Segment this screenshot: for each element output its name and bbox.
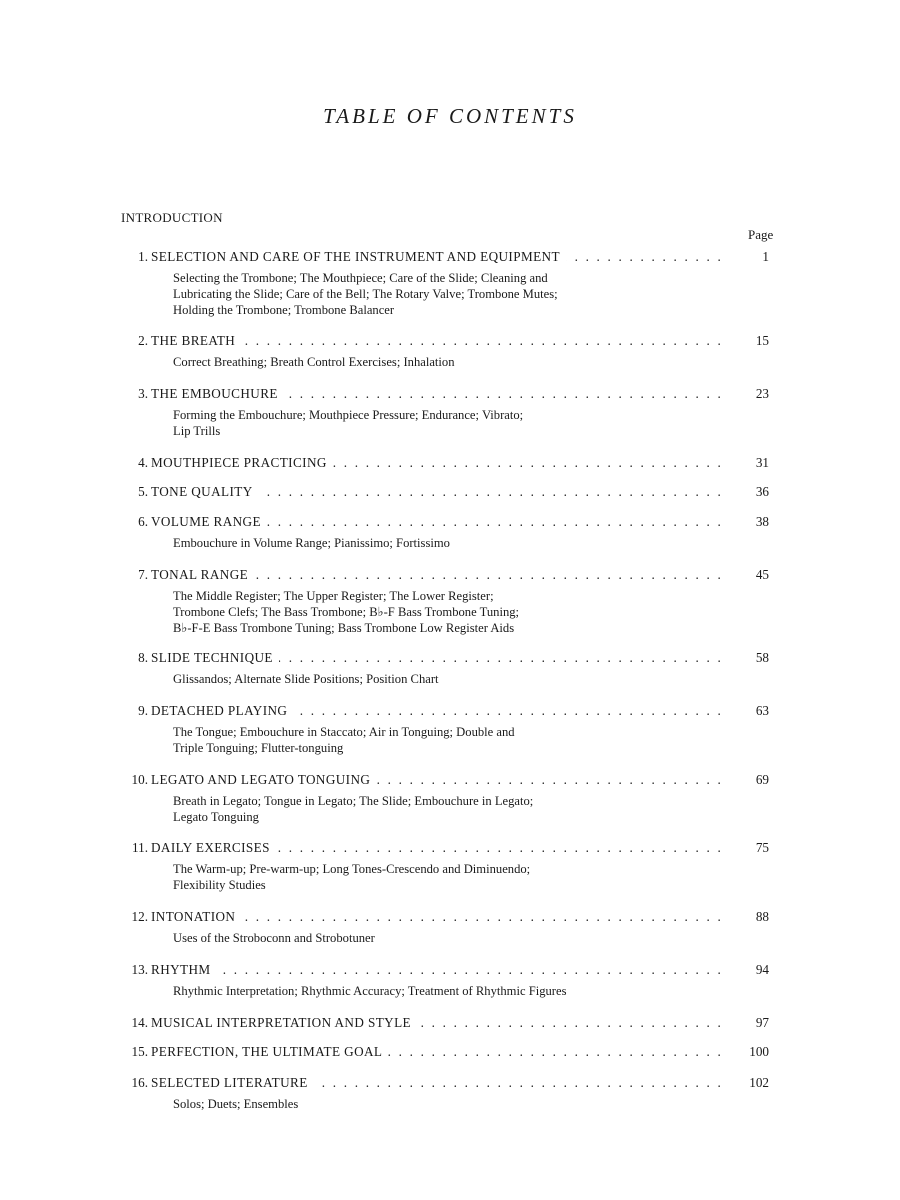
toc-entry-7[interactable]: [121, 566, 769, 636]
page-number: 31: [755, 455, 769, 470]
page-number: 23: [755, 386, 769, 401]
introduction-heading: INTRODUCTION: [121, 210, 223, 225]
page-number: 63: [755, 703, 769, 718]
chapter-number: 4.: [138, 455, 148, 470]
chapter-title: MOUTHPIECE PRACTICING: [151, 455, 333, 470]
chapter-title: SLIDE TECHNIQUE: [151, 650, 279, 665]
chapter-number: 13.: [131, 962, 148, 977]
page-number: 102: [749, 1075, 769, 1090]
toc-entry-11[interactable]: [121, 839, 769, 894]
toc-entry-12[interactable]: [121, 908, 769, 947]
chapter-number: 7.: [138, 567, 148, 582]
chapter-title: DETACHED PLAYING: [151, 703, 293, 718]
toc-entry-8[interactable]: [121, 649, 769, 688]
chapter-number: 3.: [138, 386, 148, 401]
chapter-topics: Breath in Legato; Tongue in Legato; The Slide; Embouchure in Legato; Legato Tonguing: [173, 794, 534, 824]
chapter-title: MUSICAL INTERPRETATION AND STYLE: [151, 1015, 417, 1030]
page-number: 38: [755, 514, 769, 529]
toc-entry-5[interactable]: [121, 483, 769, 501]
chapter-topics: The Tongue; Embouchure in Staccato; Air in Tonguing; Double and Triple Tonguing; Flutter-tonguing: [173, 725, 515, 755]
chapter-topics: Solos; Duets; Ensembles: [173, 1097, 299, 1111]
chapter-topics: Correct Breathing; Breath Control Exercises; Inhalation: [173, 355, 455, 369]
page-number: 94: [755, 962, 769, 977]
toc-entry-3[interactable]: [121, 385, 769, 440]
chapter-topics: Forming the Embouchure; Mouthpiece Pressure; Endurance; Vibrato; Lip Trills: [173, 408, 524, 438]
chapter-number: 5.: [138, 484, 148, 499]
chapter-number: 8.: [138, 650, 148, 665]
chapter-title: SELECTION AND CARE OF THE INSTRUMENT AND EQUIPMENT: [151, 249, 566, 264]
chapter-title: INTONATION: [151, 909, 241, 924]
page-number: 1: [762, 249, 769, 264]
page-column-label: Page: [748, 227, 774, 242]
page-number: 45: [755, 567, 769, 582]
chapter-number: 14.: [131, 1015, 148, 1030]
chapter-number: 10.: [131, 772, 148, 787]
chapter-title: TONE QUALITY: [151, 484, 259, 499]
chapter-topics: Uses of the Stroboconn and Strobotuner: [173, 931, 375, 945]
page-number: 36: [755, 484, 769, 499]
page-number: 69: [755, 772, 769, 787]
chapter-number: 1.: [138, 249, 148, 264]
chapter-topics: Embouchure in Volume Range; Pianissimo; Fortissimo: [173, 536, 450, 550]
page-number: 15: [755, 333, 769, 348]
chapter-number: 15.: [131, 1044, 148, 1059]
page-number: 58: [755, 650, 769, 665]
toc-entry-6[interactable]: [121, 513, 769, 552]
chapter-number: 12.: [131, 909, 148, 924]
toc-entry-13[interactable]: [121, 961, 769, 1000]
toc-entry-2[interactable]: [121, 332, 769, 371]
chapter-title: DAILY EXERCISES: [151, 840, 276, 855]
toc-entry-1[interactable]: [121, 248, 769, 318]
toc-entry-16[interactable]: [121, 1074, 769, 1113]
chapter-number: 11.: [132, 840, 148, 855]
page-number: 75: [755, 840, 769, 855]
chapter-title: VOLUME RANGE: [151, 514, 267, 529]
chapter-topics: The Middle Register; The Upper Register; The Lower Register; Trombone Clefs; The Bass Trombone; B♭-F Bass Trombone Tuning; B♭-F-E Bass Trombone Tuning; Bass Trombone Low Register Aids: [173, 589, 520, 635]
chapter-topics: Glissandos; Alternate Slide Positions; Position Chart: [173, 672, 439, 686]
chapter-title: TONAL RANGE: [151, 567, 254, 582]
chapter-title: LEGATO AND LEGATO TONGUING: [151, 772, 376, 787]
chapter-topics: Rhythmic Interpretation; Rhythmic Accuracy; Treatment of Rhythmic Figures: [173, 984, 567, 998]
chapter-title: THE EMBOUCHURE: [151, 386, 284, 401]
chapter-title: SELECTED LITERATURE: [151, 1075, 314, 1090]
toc-entry-4[interactable]: [121, 454, 769, 472]
toc-entry-10[interactable]: [121, 771, 769, 826]
chapter-title: THE BREATH: [151, 333, 241, 348]
toc-entry-15[interactable]: [121, 1043, 769, 1061]
chapter-title: PERFECTION, THE ULTIMATE GOAL: [151, 1044, 388, 1059]
chapter-topics: Selecting the Trombone; The Mouthpiece; Care of the Slide; Cleaning and Lubricating the Slide; Care of the Bell; The Rotary Valve; Trombone Mutes; Holding the Trombone; Trombone Balancer: [173, 271, 558, 317]
page-number: 100: [749, 1044, 769, 1059]
chapter-number: 6.: [138, 514, 148, 529]
toc-entry-14[interactable]: [121, 1014, 769, 1032]
chapter-topics: The Warm-up; Pre-warm-up; Long Tones-Crescendo and Diminuendo; Flexibility Studies: [173, 862, 531, 892]
page-number: 88: [755, 909, 769, 924]
page-title: TABLE OF CONTENTS: [323, 104, 577, 128]
page-number: 97: [755, 1015, 769, 1030]
chapter-number: 2.: [138, 333, 148, 348]
chapter-number: 9.: [138, 703, 148, 718]
chapter-title: RHYTHM: [151, 962, 217, 977]
toc-entry-9[interactable]: [121, 702, 769, 757]
chapter-number: 16.: [131, 1075, 148, 1090]
